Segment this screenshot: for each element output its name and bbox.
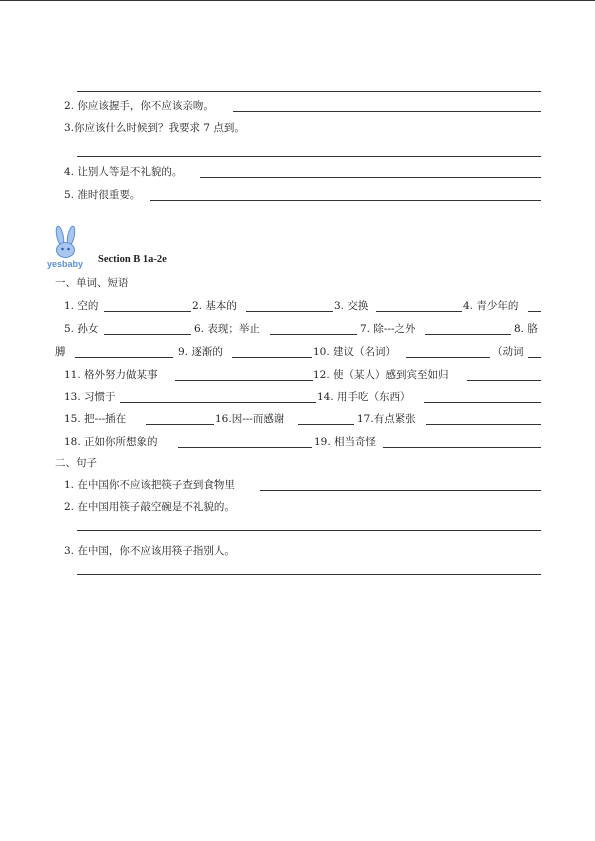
vocab-blank-19[interactable] (383, 447, 541, 448)
sentence-3: 3. 在中国，你不应该用筷子指别人。 (64, 545, 235, 557)
vocab-blank-5[interactable] (104, 334, 191, 335)
part2-heading-row (0, 453, 595, 473)
vocab-blank-6[interactable] (270, 334, 357, 335)
question-row-3 (0, 118, 595, 138)
vocab-item-9: 9. 逐渐的 (178, 346, 223, 358)
vocab-item-3: 3. 交换 (334, 300, 369, 312)
vocab-item-5: 5. 孙女 (64, 323, 99, 335)
vocab-row-6 (0, 409, 595, 429)
vocab-row-1 (0, 296, 595, 316)
vocab-blank-18[interactable] (178, 447, 312, 448)
vocab-blank-10-verb[interactable] (528, 357, 541, 358)
answer-blank-4[interactable] (200, 177, 541, 178)
vocab-item-11: 11. 格外努力做某事 (64, 369, 158, 381)
vocab-item-2: 2. 基本的 (192, 300, 237, 312)
vocab-item-13: 13. 习惯于 (64, 391, 116, 403)
vocab-row-4 (0, 365, 595, 385)
vocab-item-6: 6. 表现；举止 (194, 323, 260, 335)
vocab-blank-11[interactable] (175, 380, 313, 381)
answer-blank-2[interactable] (233, 111, 541, 112)
vocab-blank-7[interactable] (425, 334, 511, 335)
vocab-item-10-verb: （动词 (492, 346, 524, 358)
vocab-blank-16[interactable] (298, 424, 354, 425)
vocab-blank-2[interactable] (246, 311, 333, 312)
vocab-blank-9[interactable] (232, 357, 312, 358)
vocab-row-5 (0, 387, 595, 407)
vocab-item-8: 8. 胳 (514, 323, 538, 335)
vocab-item-1: 1. 空的 (64, 300, 99, 312)
rabbit-logo-icon (42, 225, 88, 269)
sentence-blank-1[interactable] (260, 490, 541, 491)
logo-text: yesbaby (46, 259, 84, 269)
answer-blank-5[interactable] (150, 200, 541, 201)
sentence-row-1 (0, 475, 595, 495)
question-2: 2. 你应该握手，你不应该亲吻。 (64, 100, 214, 112)
sentence-line-3[interactable] (77, 574, 541, 575)
sentence-2: 2. 在中国用筷子敲空碗是不礼貌的。 (64, 501, 235, 513)
part1-heading-row (0, 273, 595, 293)
answer-line-1[interactable] (77, 91, 541, 92)
part2-heading: 二、句子 (55, 457, 97, 469)
section-title: Section B 1a-2e (98, 254, 167, 265)
answer-line-3[interactable] (77, 156, 541, 157)
question-row-4 (0, 162, 595, 182)
vocab-item-19: 19. 相当奇怪 (314, 436, 377, 448)
vocab-blank-10-noun[interactable] (406, 357, 490, 358)
sentence-row-3 (0, 541, 595, 561)
vocab-item-4: 4. 青少年的 (463, 300, 519, 312)
vocab-item-7: 7. 除---之外 (360, 323, 416, 335)
question-4: 4. 让别人等是不礼貌的。 (64, 166, 183, 178)
sentence-row-2 (0, 497, 595, 517)
question-row-5 (0, 185, 595, 205)
vocab-item-17: 17.有点紧张 (357, 413, 416, 425)
top-border (0, 0, 595, 1)
part1-heading: 一、单词、短语 (55, 277, 129, 289)
vocab-blank-15[interactable] (146, 424, 214, 425)
vocab-row-2 (0, 319, 595, 339)
question-row-2 (0, 96, 595, 116)
vocab-item-15: 15. 把---插在 (64, 413, 127, 425)
vocab-blank-8[interactable] (75, 357, 173, 358)
vocab-row-3 (0, 342, 595, 362)
vocab-item-12: 12. 使（某人）感到宾至如归 (313, 369, 449, 381)
question-5: 5. 准时很重要。 (64, 189, 141, 201)
vocab-blank-13[interactable] (120, 402, 316, 403)
question-3: 3.你应该什么时候到？我要求 7 点到。 (64, 122, 245, 134)
sentence-line-2[interactable] (77, 530, 541, 531)
vocab-blank-3[interactable] (376, 311, 462, 312)
vocab-item-18: 18. 正如你所想象的 (64, 436, 158, 448)
vocab-blank-17[interactable] (426, 424, 541, 425)
vocab-blank-14[interactable] (424, 402, 541, 403)
vocab-blank-1[interactable] (104, 311, 191, 312)
vocab-item-8-cont: 膊 (55, 346, 66, 358)
sentence-1: 1. 在中国你不应该把筷子查到食物里 (64, 479, 235, 491)
vocab-item-10: 10. 建议（名词） (313, 346, 397, 358)
vocab-blank-4[interactable] (528, 311, 541, 312)
vocab-row-7 (0, 432, 595, 452)
vocab-item-16: 16.因---而感谢 (215, 413, 285, 425)
vocab-item-14: 14. 用手吃（东西） (317, 391, 411, 403)
vocab-blank-12[interactable] (467, 380, 541, 381)
